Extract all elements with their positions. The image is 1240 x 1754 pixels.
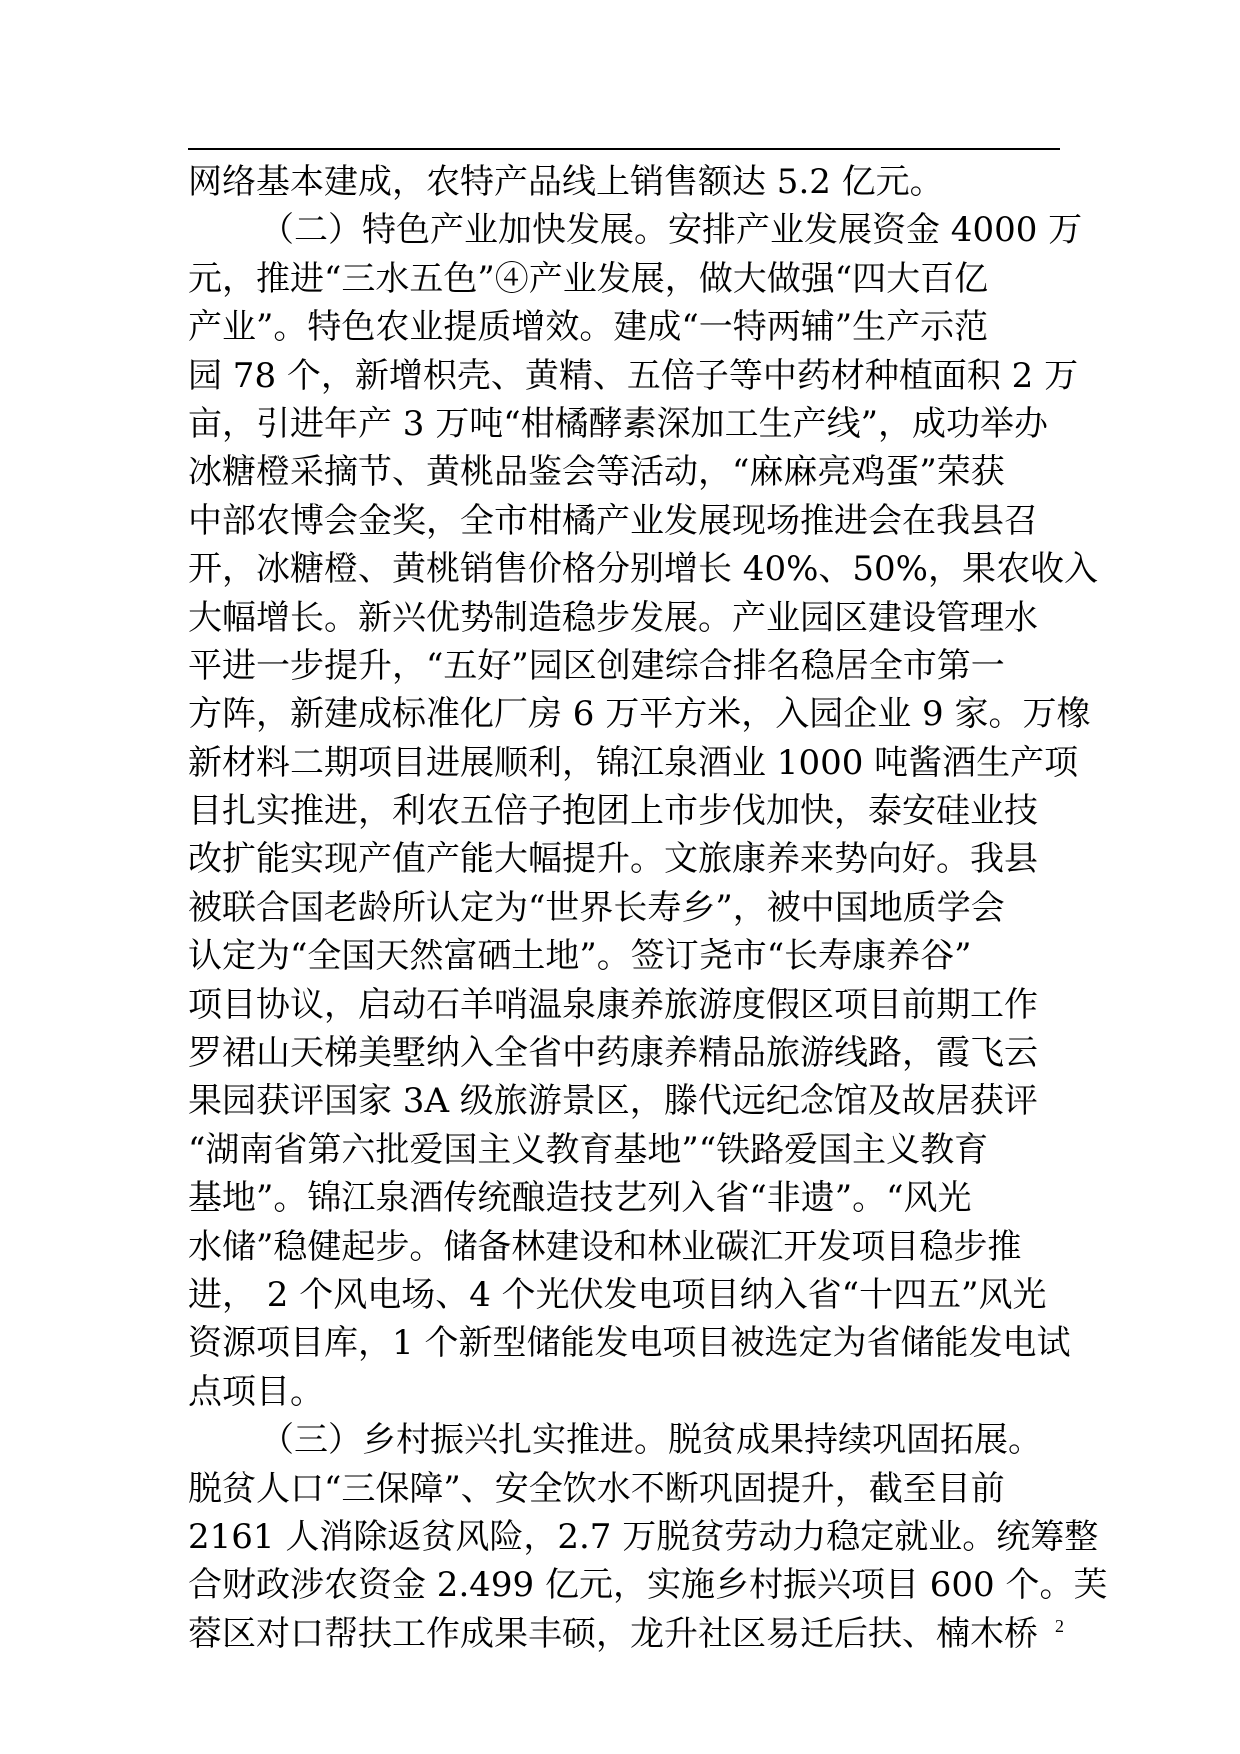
text-line: 果园获评国家 3A 级旅游景区，滕代远纪念馆及故居获评	[188, 1081, 1038, 1122]
text-line: 新材料二期项目进展顺利，锦江泉酒业 1000 吨酱酒生产项	[188, 742, 1079, 783]
text-line: 进， 2 个风电场、4 个光伏发电项目纳入省“十四五”风光	[188, 1274, 1047, 1315]
text-line: 元，推进“三水五色”④产业发展，做大做强“四大百亿	[188, 258, 989, 299]
text-line: 认定为“全国天然富硒土地”。签订尧市“长寿康养谷”	[188, 936, 972, 977]
text-line: 改扩能实现产值产能大幅提升。文旅康养来势向好。我县	[188, 839, 1038, 880]
text-line: 园 78 个，新增枳壳、黄精、五倍子等中药材种植面积 2 万	[188, 355, 1079, 396]
text-line: 蓉区对口帮扶工作成果丰硕，龙升社区易迁后扶、楠木桥	[188, 1613, 1038, 1654]
text-line: 基地”。锦江泉酒传统酿造技艺列入省“非遗”。“风光	[188, 1178, 972, 1219]
text-line: 被联合国老龄所认定为“世界长寿乡”，被中国地质学会	[188, 887, 1005, 928]
text-line: “湖南省第六批爱国主义教育基地”“铁路爱国主义教育	[188, 1129, 989, 1170]
text-line: 大幅增长。新兴优势制造稳步发展。产业园区建设管理水	[188, 597, 1038, 638]
section-heading-line: （三）乡村振兴扎实推进。脱贫成果持续巩固拓展。	[260, 1420, 1042, 1461]
text-line: 网络基本建成，农特产品线上销售额达 5.2 亿元。	[188, 162, 944, 202]
text-line: 亩，引进年产 3 万吨“柑橘酵素深加工生产线”，成功举办	[188, 403, 1049, 444]
text-line: 中部农博会金奖，全市柑橘产业发展现场推进会在我县召	[188, 500, 1038, 541]
text-line: 冰糖橙采摘节、黄桃品鉴会等活动，“麻麻亮鸡蛋”荣获	[188, 452, 1005, 493]
text-line: 方阵，新建成标准化厂房 6 万平方米，入园企业 9 家。万橡	[188, 694, 1091, 735]
section-heading-line: （二）特色产业加快发展。安排产业发展资金 4000 万	[260, 210, 1083, 251]
text-line: 开，冰糖橙、黄桃销售价格分别增长 40%、50%，果农收入	[188, 549, 1098, 590]
text-line: 点项目。	[188, 1371, 324, 1412]
text-line: 2161 人消除返贫风险，2.7 万脱贫劳动力稳定就业。统筹整	[188, 1516, 1099, 1557]
text-line: 目扎实推进，利农五倍子抱团上市步伐加快，泰安硅业技	[188, 791, 1038, 832]
header-rule	[188, 148, 1060, 150]
text-line: 项目协议，启动石羊哨温泉康养旅游度假区项目前期工作	[188, 984, 1038, 1025]
text-line: 脱贫人口“三保障”、安全饮水不断巩固提升，截至目前	[188, 1468, 1005, 1509]
text-line: 罗裙山天梯美墅纳入全省中药康养精品旅游线路，霞飞云	[188, 1033, 1038, 1074]
text-line: 平进一步提升，“五好”园区创建综合排名稳居全市第一	[188, 645, 1005, 686]
text-line: 资源项目库，1 个新型储能发电项目被选定为省储能发电试	[188, 1323, 1071, 1364]
text-line: 产业”。特色农业提质增效。建成“一特两辅”生产示范	[188, 307, 989, 348]
page-number: 2	[1055, 1616, 1064, 1636]
text-line: 水储”稳健起步。储备林建设和林业碳汇开发项目稳步推	[188, 1226, 1022, 1267]
text-line: 合财政涉农资金 2.499 亿元，实施乡村振兴项目 600 个。芙	[188, 1565, 1108, 1606]
body-text	[188, 158, 1108, 1658]
